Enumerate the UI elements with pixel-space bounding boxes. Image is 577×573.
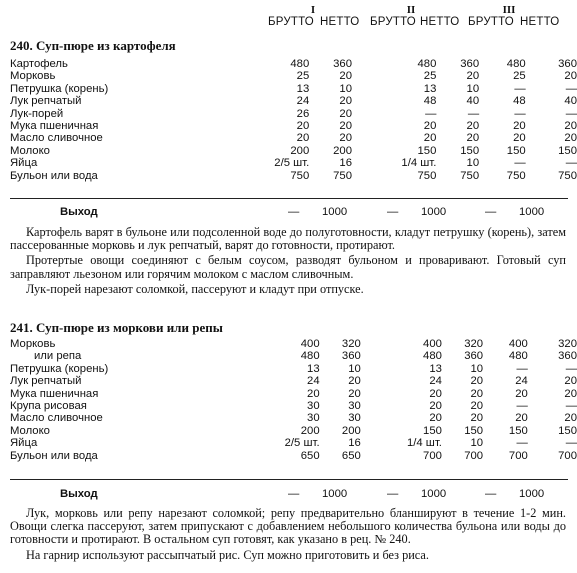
yield-brutto-1: —	[288, 488, 300, 500]
recipe-title-240: 240. Суп-пюре из картофеля	[10, 38, 176, 53]
paragraph: Протертые овощи соединяют с белым соусом, разводят бульоном и проваривают. Готовый суп заправляют льезоном или горячим молоком с маслом сливочным.	[10, 253, 566, 281]
ingredient-name: Молоко	[10, 144, 50, 157]
brutto-label-3: БРУТТО	[468, 16, 514, 28]
brutto-value: 700	[423, 449, 442, 462]
brutto-value: 150	[423, 424, 442, 437]
brutto-value: —	[516, 400, 528, 413]
brutto-value: 20	[296, 120, 310, 133]
netto-value: 40	[564, 95, 577, 108]
brutto-value: 750	[290, 169, 310, 182]
ingredient-name: Масло сливочное	[10, 412, 103, 425]
brutto-value: 480	[417, 58, 437, 70]
yield-netto-3: 1000	[519, 488, 545, 500]
netto-value: 10	[466, 82, 480, 95]
netto-value: 20	[470, 400, 484, 413]
brutto-value: 480	[506, 58, 526, 70]
ingredient-name: Яйца	[10, 437, 38, 450]
yield-brutto-3: —	[485, 206, 497, 218]
ingredient-row	[0, 83, 577, 95]
paragraph: Лук, морковь или репу нарезают соломкой; репу предварительно бланшируют в течение 1-2 мин. Овощи слегка пассеруют, затем припускают с добавлением небольшого количества бульона или воды до готовности и протирают. В остальном суп готовят, как указано в рец. № 240.	[10, 506, 566, 547]
netto-value: 20	[466, 120, 480, 133]
brutto-label-1: БРУТТО	[268, 16, 314, 28]
ingredient-name: Лук-порей	[10, 107, 64, 120]
netto-value: 10	[348, 362, 361, 375]
netto-value: 20	[466, 132, 480, 145]
ingredient-name: Мука пшеничная	[10, 387, 99, 400]
ingredient-name: Морковь	[10, 70, 56, 83]
brutto-value: 13	[296, 82, 310, 95]
brutto-value: 150	[506, 144, 526, 157]
brutto-value: 750	[506, 169, 526, 182]
netto-label-2: НЕТТО	[420, 16, 460, 28]
ingredient-row	[0, 145, 577, 157]
brutto-value: 48	[513, 95, 526, 108]
netto-value: 360	[558, 350, 577, 363]
netto-value: 650	[341, 449, 361, 462]
netto-value: 20	[339, 70, 352, 83]
yield-netto-2: 1000	[421, 488, 447, 500]
brutto-value: 1/4 шт.	[406, 437, 442, 450]
brutto-value: 1/4 шт.	[401, 157, 437, 170]
netto-value: 20	[564, 120, 577, 133]
ingredient-name: Яйца	[10, 157, 38, 170]
brutto-value: 20	[515, 387, 528, 400]
yield-brutto-2: —	[387, 488, 399, 500]
netto-value: 30	[348, 400, 361, 413]
column-group-2: II	[406, 4, 416, 16]
netto-value: 360	[460, 58, 480, 70]
netto-value: 20	[564, 70, 577, 83]
netto-value: 20	[339, 132, 352, 145]
ingredient-row	[0, 437, 577, 449]
netto-value: 150	[464, 424, 484, 437]
ingredient-row	[0, 70, 577, 82]
ingredient-name: Бульон или вода	[10, 449, 98, 462]
netto-value: —	[565, 437, 577, 450]
brutto-value: 400	[300, 338, 320, 350]
brutto-value: 150	[417, 144, 437, 157]
brutto-value: 480	[300, 350, 320, 363]
ingredient-name: Морковь	[10, 338, 56, 350]
brutto-value: —	[514, 157, 526, 170]
ingredient-name: Мука пшеничная	[10, 120, 99, 133]
netto-value: 20	[564, 132, 577, 145]
paragraph: Лук-порей нарезают соломкой, пассеруют и кладут при отпуске.	[26, 281, 364, 296]
netto-value: 700	[558, 449, 577, 462]
column-group-1: I	[310, 4, 316, 16]
ingredient-row	[0, 120, 577, 132]
brutto-value: 20	[515, 412, 528, 425]
ingredient-row	[0, 425, 577, 437]
brutto-value: 400	[508, 338, 528, 350]
netto-value: 20	[466, 70, 480, 83]
brutto-value: 13	[307, 362, 320, 375]
ingredient-row	[0, 108, 577, 120]
yield-netto-1: 1000	[322, 206, 348, 218]
netto-value: —	[565, 362, 577, 375]
brutto-value: 20	[296, 132, 310, 145]
ingredient-row	[0, 350, 577, 362]
ingredient-row	[0, 157, 577, 169]
brutto-value: 30	[307, 412, 320, 425]
brutto-value: —	[425, 107, 437, 120]
ingredient-row	[0, 400, 577, 412]
brutto-value: 2/5 шт.	[284, 437, 320, 450]
brutto-value: 200	[290, 144, 310, 157]
yield-label: Выход	[60, 488, 98, 500]
brutto-value: —	[516, 437, 528, 450]
brutto-value: 30	[307, 400, 320, 413]
brutto-label-2: БРУТТО	[370, 16, 416, 28]
netto-value: 16	[348, 437, 361, 450]
netto-value: 360	[341, 350, 361, 363]
netto-value: 20	[470, 412, 484, 425]
netto-value: 150	[558, 424, 577, 437]
netto-value: 10	[470, 437, 484, 450]
brutto-value: —	[516, 362, 528, 375]
netto-value: —	[565, 157, 577, 170]
netto-value: 20	[339, 107, 352, 120]
ingredient-name: Молоко	[10, 424, 50, 437]
netto-value: 150	[460, 144, 480, 157]
brutto-value: 480	[508, 350, 528, 363]
netto-value: 150	[558, 144, 577, 157]
brutto-value: 20	[307, 387, 320, 400]
yield-netto-2: 1000	[421, 206, 447, 218]
divider-241	[10, 479, 568, 480]
yield-netto-1: 1000	[322, 488, 348, 500]
brutto-value: 20	[423, 120, 437, 133]
netto-value: 10	[466, 157, 480, 170]
ingredient-row	[0, 170, 577, 182]
brutto-value: 24	[429, 375, 442, 388]
netto-value: 750	[558, 169, 577, 182]
netto-value: 10	[339, 82, 352, 95]
netto-value: 320	[558, 338, 577, 350]
netto-value: 40	[466, 95, 480, 108]
ingredient-row	[0, 450, 577, 462]
divider-240	[10, 198, 568, 199]
ingredient-row	[0, 58, 577, 70]
ingredient-name: Крупа рисовая	[10, 400, 87, 413]
netto-value: 700	[464, 449, 484, 462]
netto-value: 320	[341, 338, 361, 350]
brutto-value: 20	[513, 132, 526, 145]
ingredient-row	[0, 363, 577, 375]
netto-label-3: НЕТТО	[520, 16, 560, 28]
column-group-3: III	[502, 4, 516, 16]
ingredient-row	[0, 412, 577, 424]
netto-value: 20	[564, 375, 577, 388]
ingredient-row	[0, 132, 577, 144]
ingredient-name: Бульон или вода	[10, 169, 98, 182]
brutto-value: 25	[513, 70, 526, 83]
brutto-value: 25	[423, 70, 437, 83]
yield-netto-3: 1000	[519, 206, 545, 218]
brutto-value: 400	[423, 338, 442, 350]
brutto-value: 25	[296, 70, 310, 83]
ingredient-row	[0, 388, 577, 400]
brutto-value: 24	[307, 375, 320, 388]
netto-value: —	[565, 107, 577, 120]
netto-value: 10	[470, 362, 484, 375]
brutto-value: 20	[429, 400, 442, 413]
ingredient-name: Лук репчатый	[10, 375, 82, 388]
netto-value: 16	[339, 157, 352, 170]
netto-value: —	[565, 400, 577, 413]
brutto-value: 48	[423, 95, 437, 108]
ingredient-name: Петрушка (корень)	[10, 362, 109, 375]
brutto-value: 200	[300, 424, 320, 437]
netto-value: 20	[470, 375, 484, 388]
brutto-value: 700	[508, 449, 528, 462]
netto-value: 200	[341, 424, 361, 437]
netto-value: 20	[470, 387, 484, 400]
brutto-value: 20	[423, 132, 437, 145]
netto-value: 30	[348, 412, 361, 425]
ingredient-row	[0, 338, 577, 350]
netto-value: 360	[558, 58, 577, 70]
column-header	[0, 4, 577, 32]
brutto-value: 26	[296, 107, 310, 120]
netto-value: 200	[333, 144, 352, 157]
netto-value: —	[467, 107, 480, 120]
ingredient-name: Лук репчатый	[10, 95, 82, 108]
netto-value: 20	[564, 412, 577, 425]
brutto-value: 24	[515, 375, 528, 388]
paragraph: Картофель варят в бульоне или подсоленной воде до полуготовности, кладут петрушку (корень), затем пассерованные морковь и лук репчатый, варят до готовности, протирают.	[10, 225, 566, 253]
recipe-title-241: 241. Суп-пюре из моркови или репы	[10, 320, 223, 335]
ingredient-name: Петрушка (корень)	[10, 82, 109, 95]
brutto-value: 24	[296, 95, 310, 108]
yield-row-241	[0, 488, 577, 502]
brutto-value: 13	[423, 82, 437, 95]
brutto-value: —	[514, 82, 526, 95]
netto-value: 20	[564, 387, 577, 400]
brutto-value: 750	[417, 169, 437, 182]
brutto-value: 20	[429, 412, 442, 425]
yield-brutto-2: —	[387, 206, 399, 218]
netto-label-1: НЕТТО	[320, 16, 360, 28]
paragraph: На гарнир используют рассыпчатый рис. Суп можно приготовить и без риса.	[26, 547, 429, 562]
netto-value: 20	[339, 120, 352, 133]
brutto-value: 13	[429, 362, 442, 375]
brutto-value: 20	[513, 120, 526, 133]
brutto-value: 480	[423, 350, 442, 363]
ingredients-table-240	[0, 58, 577, 182]
netto-value: 20	[339, 95, 352, 108]
netto-value: 360	[464, 350, 484, 363]
yield-label: Выход	[60, 206, 98, 218]
ingredient-name: Картофель	[10, 58, 68, 70]
netto-value: 750	[333, 169, 352, 182]
instructions-240	[10, 226, 566, 298]
brutto-value: 20	[429, 387, 442, 400]
instructions-241	[10, 507, 566, 564]
ingredients-table-241	[0, 338, 577, 462]
brutto-value: 150	[508, 424, 528, 437]
netto-value: —	[565, 82, 577, 95]
brutto-value: 2/5 шт.	[274, 157, 310, 170]
ingredient-name: Масло сливочное	[10, 132, 103, 145]
netto-value: 20	[348, 375, 361, 388]
ingredient-row	[0, 95, 577, 107]
yield-row-240	[0, 206, 577, 220]
netto-value: 360	[333, 58, 352, 70]
netto-value: 320	[464, 338, 484, 350]
netto-value: 20	[348, 387, 361, 400]
brutto-value: —	[514, 107, 526, 120]
yield-brutto-1: —	[288, 206, 300, 218]
brutto-value: 650	[300, 449, 320, 462]
ingredient-name: или репа	[34, 350, 82, 363]
netto-value: 750	[460, 169, 480, 182]
yield-brutto-3: —	[485, 488, 497, 500]
ingredient-row	[0, 375, 577, 387]
brutto-value: 480	[290, 58, 310, 70]
